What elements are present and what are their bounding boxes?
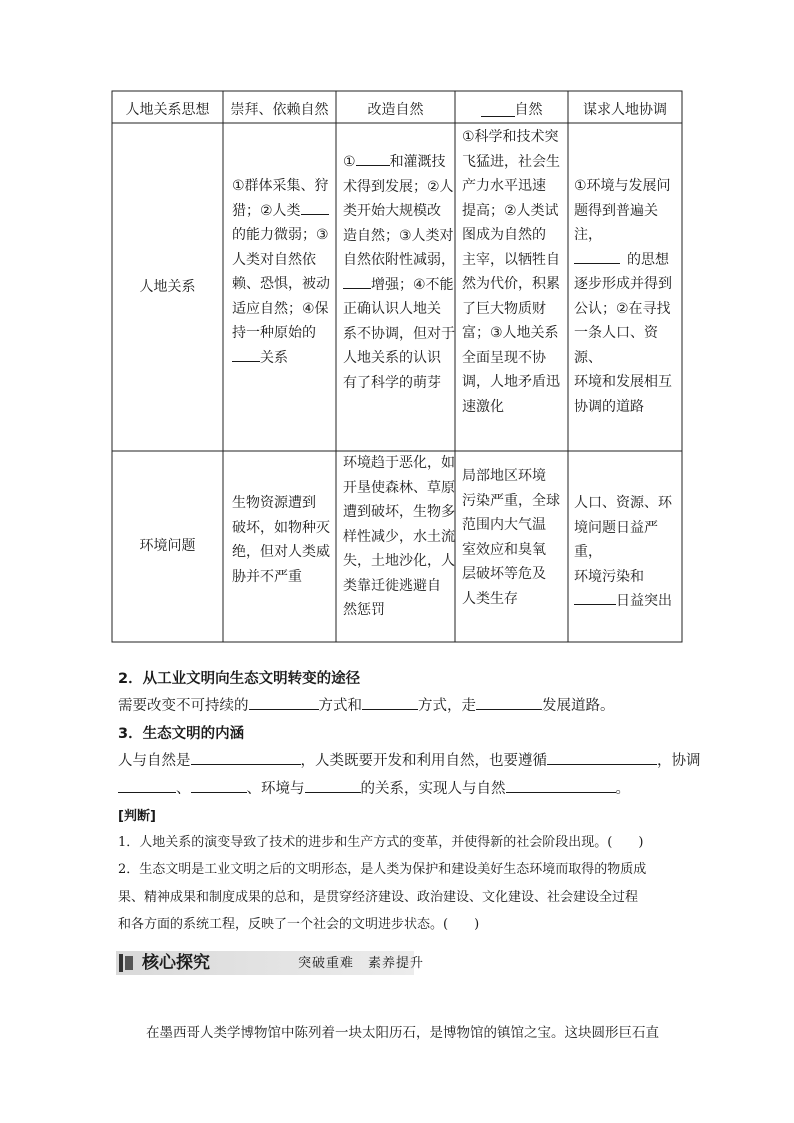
header-cell-harmony: 谋求人地协调: [583, 102, 667, 118]
fill-blank: [481, 102, 515, 117]
header-cell-thought: 人地关系思想: [125, 102, 210, 118]
fill-blank: [362, 694, 418, 710]
fill-blank: [547, 749, 657, 765]
fill-blank: [301, 200, 329, 215]
banner-subtitle: 突破重难 素养提升: [298, 956, 425, 971]
row-label-environment: 环境问题: [139, 538, 196, 555]
judge-item-1: 1．人地关系的演变导致了技术的进步和生产方式的变革，并使得新的社会阶段出现。( ): [118, 835, 644, 850]
cell-r1-c3: ①科学和技术突 飞猛进，社会生 产力水平迅速 提高；②人类试 图成为自然的 主宰，以牺牲自 然为代价，积累 了巨大物质财 富；③人地关系 全面呈现不协 调，人地矛盾迅 速激化: [462, 129, 560, 415]
judge-item-2-line2: 果、精神成果和制度成果的总和，是贯穿经济建设、政治建设、文化建设、社会建设全过程: [118, 890, 639, 905]
cell-r2-c4: 人口、资源、环 境问题日益严重， 环境污染和 日益突出: [574, 495, 672, 609]
fill-blank: [191, 749, 301, 765]
judge-item-2-line1: 2．生态文明是工业文明之后的文明形态，是人类为保护和建设美好生态环境而取得的物质成: [118, 862, 647, 877]
section3-line1: 人与自然是 ，人类既要开发和利用自然，也要遵循 ，协调: [118, 749, 701, 770]
fill-blank: [118, 777, 176, 793]
cell-r1-c2: ① 和灌溉技 术得到发展；②人 类开始大规模改 造自然；③人类对 自然依附性减弱， 增强；④不能 正确认识人地关 系不协调，但对于 人地关系的认识 有了科学的萌芽: [343, 150, 455, 395]
cell-r2-c3: 局部地区环境 污染严重，全球 范围内大气温 室效应和臭氧 层破坏等危及 人类生存: [462, 468, 560, 607]
fill-blank: [574, 249, 620, 264]
fill-blank: [574, 590, 616, 605]
header-cell-transform: 改造自然: [367, 102, 424, 118]
section3-line2: 、 、环境与 的关系，实现人与自然 。: [118, 777, 630, 798]
judge-item-2-line3: 和各方面的系统工程，反映了一个社会的文明进步状态。( ): [118, 917, 480, 932]
cell-r2-c1: 生物资源遭到 破坏，如物种灭 绝，但对人类威 胁并不严重: [232, 495, 330, 585]
section2-title: 2．从工业文明向生态文明转变的途径: [118, 671, 361, 687]
row-label-relationship: 人地关系: [139, 278, 196, 295]
header-cell-blank-nature: 自然: [455, 95, 568, 123]
fill-blank: [343, 274, 371, 289]
fill-blank: [232, 347, 260, 362]
book-icon: [119, 954, 133, 972]
fill-blank: [476, 694, 542, 710]
section2-text: 需要改变不可持续的 方式和 方式，走 发展道路。: [118, 694, 615, 715]
cell-r1-c1: ①群体采集、狩 猎；②人类 的能力微弱；③ 人类对自然依 赖、恐惧，被动 适应自然；④保 持一种原始的 关系: [232, 178, 330, 366]
cell-r1-c4: ①环境与发展问 题得到普遍关注， 的思想 逐步形成并得到 公认；②在寻找 一条人口、资源、 环境和发展相互 协调的道路: [574, 178, 672, 415]
fill-blank: [305, 777, 361, 793]
paragraph-text: 在墨西哥人类学博物馆中陈列着一块太阳历石，是博物馆的镇馆之宝。这块圆形巨石直: [146, 1025, 659, 1041]
section3-title: 3．生态文明的内涵: [118, 726, 245, 742]
fill-blank: [506, 777, 616, 793]
judge-label: [判断]: [118, 809, 156, 824]
cell-r2-c2: 环境趋于恶化，如 开垦使森林、草原 遭到破坏，生物多 样性减少，水土流 失，土地沙化，人 类靠迁徙逃避自 然惩罚: [343, 455, 455, 618]
fill-blank: [249, 694, 319, 710]
header-cell-worship: 崇拜、依赖自然: [230, 102, 329, 118]
banner-title: 核心探究: [142, 953, 210, 973]
fill-blank: [191, 777, 247, 793]
fill-blank: [356, 151, 390, 166]
